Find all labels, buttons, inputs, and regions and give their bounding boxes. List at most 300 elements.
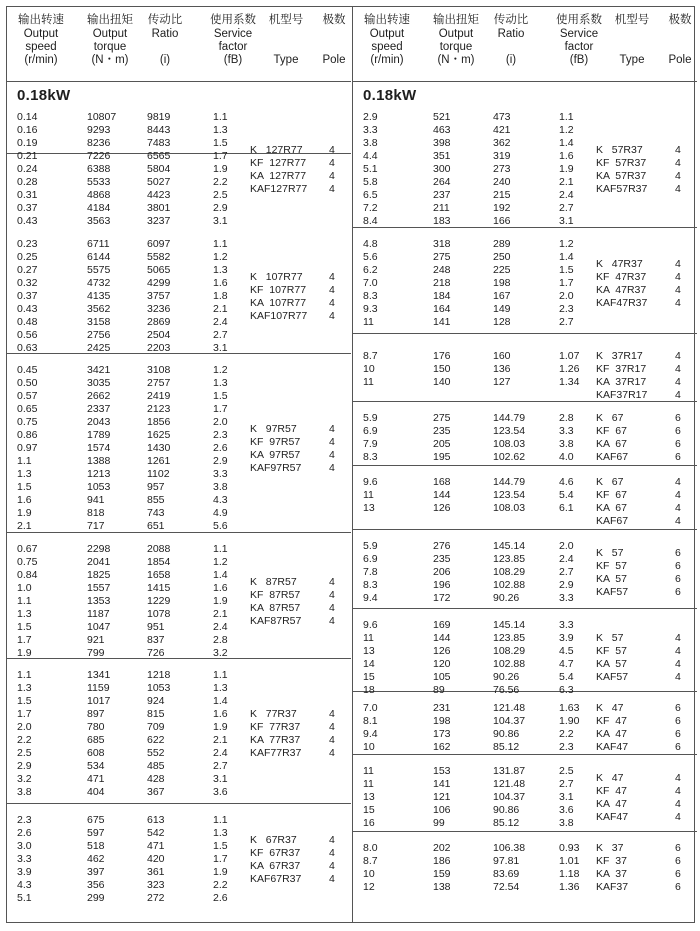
header-type-cn: 机型号 bbox=[268, 14, 304, 26]
cell-torque: 140 bbox=[433, 376, 451, 388]
cell-speed: 0.86 bbox=[17, 429, 38, 441]
model-line bbox=[353, 560, 697, 573]
cell-torque: 99 bbox=[433, 817, 445, 829]
model-pole: 6 bbox=[675, 728, 681, 740]
model-type: K 77R37 bbox=[250, 708, 297, 720]
model-pole: 4 bbox=[329, 846, 335, 859]
cell-torque: 1213 bbox=[87, 468, 111, 480]
model-pole: 4 bbox=[675, 797, 681, 810]
cell-torque: 1557 bbox=[87, 582, 111, 594]
cell-ratio: 815 bbox=[147, 708, 165, 720]
cell-torque: 186 bbox=[433, 855, 451, 867]
model-type: KA 77R37 bbox=[250, 734, 301, 746]
table-row bbox=[7, 760, 351, 773]
cell-torque: 8236 bbox=[87, 137, 111, 149]
cell-speed: 1.6 bbox=[17, 494, 32, 506]
cell-torque: 780 bbox=[87, 721, 105, 733]
cell-ratio: 855 bbox=[147, 494, 165, 506]
model-type: K 57R37 bbox=[596, 143, 643, 156]
model-line bbox=[7, 284, 351, 297]
table-row bbox=[7, 773, 351, 786]
cell-speed: 0.63 bbox=[17, 342, 38, 354]
header-ratio-en1: Ratio bbox=[151, 28, 179, 40]
table-row bbox=[7, 202, 351, 215]
model-line bbox=[7, 734, 351, 747]
model-pole: 4 bbox=[329, 747, 335, 759]
cell-factor: 1.8 bbox=[213, 290, 228, 302]
cell-torque: 153 bbox=[433, 765, 451, 777]
model-pole: 6 bbox=[675, 451, 681, 463]
table-row bbox=[7, 669, 351, 682]
model-line bbox=[7, 310, 351, 323]
cell-torque: 6711 bbox=[87, 238, 110, 250]
cell-torque: 198 bbox=[433, 715, 451, 727]
model-pole: 4 bbox=[675, 658, 681, 670]
table-row bbox=[353, 215, 697, 228]
cell-factor: 1.6 bbox=[213, 277, 228, 289]
model-type: KF 47 bbox=[596, 715, 627, 727]
model-pole: 4 bbox=[675, 182, 681, 195]
cell-torque: 3158 bbox=[87, 316, 111, 328]
cell-torque: 176 bbox=[433, 350, 451, 362]
cell-factor: 2.1 bbox=[213, 608, 228, 620]
model-type: KF 57R37 bbox=[596, 156, 647, 169]
cell-speed: 16 bbox=[363, 817, 375, 829]
model-line bbox=[353, 645, 697, 658]
cell-torque: 121 bbox=[433, 791, 451, 803]
model-pole: 4 bbox=[329, 708, 335, 720]
model-line bbox=[353, 728, 697, 741]
cell-factor: 1.1 bbox=[213, 814, 228, 826]
cell-speed: 5.9 bbox=[363, 540, 378, 552]
cell-factor: 1.01 bbox=[559, 855, 580, 867]
cell-speed: 1.1 bbox=[17, 669, 32, 681]
cell-speed: 8.3 bbox=[363, 579, 378, 591]
table-row bbox=[7, 814, 351, 827]
cell-factor: 2.1 bbox=[213, 303, 228, 315]
cell-factor: 2.5 bbox=[213, 189, 228, 201]
header-pole-spacer2 bbox=[640, 41, 700, 54]
cell-ratio: 121.48 bbox=[493, 702, 526, 714]
model-pole: 4 bbox=[675, 389, 681, 401]
cell-ratio: 104.37 bbox=[493, 715, 526, 727]
table-row bbox=[7, 329, 351, 342]
cell-speed: 0.43 bbox=[17, 303, 38, 315]
model-pole: 4 bbox=[675, 810, 681, 823]
cell-ratio: 102.88 bbox=[493, 658, 526, 670]
cell-factor: 5.6 bbox=[213, 520, 228, 532]
cell-speed: 18 bbox=[363, 684, 375, 696]
model-line bbox=[353, 157, 697, 170]
header-torque-en2: torque bbox=[439, 41, 473, 53]
model-type: K 47R37 bbox=[596, 257, 643, 270]
cell-factor: 2.8 bbox=[213, 634, 228, 646]
cell-speed: 5.1 bbox=[363, 163, 378, 175]
cell-factor: 1.6 bbox=[559, 150, 574, 162]
header-row bbox=[7, 7, 351, 82]
cell-speed: 0.24 bbox=[17, 163, 38, 175]
model-type: KF 57 bbox=[596, 559, 627, 572]
cell-factor: 3.3 bbox=[559, 592, 574, 604]
cell-torque: 1789 bbox=[87, 429, 111, 441]
model-pole: 6 bbox=[675, 438, 681, 450]
cell-speed: 0.14 bbox=[17, 111, 38, 123]
cell-torque: 4732 bbox=[87, 277, 111, 289]
cell-torque: 7226 bbox=[87, 150, 111, 162]
model-pole: 6 bbox=[675, 881, 681, 893]
model-type: KA 67R37 bbox=[250, 859, 301, 872]
cell-factor: 3.1 bbox=[559, 791, 574, 803]
model-line bbox=[353, 586, 697, 599]
model-type: KA 57 bbox=[596, 658, 627, 670]
cell-torque: 235 bbox=[433, 425, 451, 437]
cell-factor: 1.90 bbox=[559, 715, 580, 727]
cell-torque: 144 bbox=[433, 632, 451, 644]
performance-group bbox=[353, 81, 697, 228]
cell-speed: 13 bbox=[363, 645, 375, 657]
model-pole: 6 bbox=[675, 868, 681, 880]
model-line bbox=[7, 615, 351, 628]
cell-factor: 1.2 bbox=[559, 124, 574, 136]
model-line bbox=[7, 873, 351, 886]
model-type: KF 67 bbox=[596, 425, 627, 437]
cell-factor: 0.93 bbox=[559, 842, 580, 854]
table-row bbox=[7, 786, 351, 799]
cell-factor: 1.36 bbox=[559, 881, 580, 893]
model-pole: 4 bbox=[329, 283, 335, 296]
cell-torque: 2337 bbox=[87, 403, 111, 415]
model-line bbox=[7, 449, 351, 462]
performance-group bbox=[7, 533, 351, 659]
cell-speed: 9.6 bbox=[363, 476, 378, 488]
model-line bbox=[353, 658, 697, 671]
cell-factor: 3.1 bbox=[213, 215, 228, 227]
cell-factor: 2.8 bbox=[559, 412, 574, 424]
model-line bbox=[353, 715, 697, 728]
table-row bbox=[7, 892, 351, 905]
cell-speed: 9.3 bbox=[363, 303, 378, 315]
cell-torque: 275 bbox=[433, 412, 451, 424]
cell-torque: 172 bbox=[433, 592, 451, 604]
cell-speed: 0.56 bbox=[17, 329, 38, 341]
cell-factor: 2.7 bbox=[559, 778, 574, 790]
cell-ratio: 2419 bbox=[147, 390, 171, 402]
cell-factor: 2.7 bbox=[559, 202, 574, 214]
cell-torque: 9293 bbox=[87, 124, 111, 136]
cell-ratio: 108.03 bbox=[493, 502, 526, 514]
cell-factor: 2.3 bbox=[559, 741, 574, 753]
table-row bbox=[7, 377, 351, 390]
cell-torque: 144 bbox=[433, 489, 451, 501]
cell-ratio: 121.48 bbox=[493, 778, 526, 790]
cell-ratio: 8443 bbox=[147, 124, 171, 136]
cell-speed: 3.3 bbox=[363, 124, 378, 136]
cell-ratio: 2504 bbox=[147, 329, 171, 341]
model-type: K 127R77 bbox=[250, 143, 303, 156]
cell-torque: 218 bbox=[433, 277, 451, 289]
performance-group bbox=[353, 755, 697, 832]
header-factor-cn: 使用系数 bbox=[210, 14, 256, 26]
cell-factor: 2.4 bbox=[213, 621, 228, 633]
model-line bbox=[353, 183, 697, 196]
model-pole: 4 bbox=[675, 376, 681, 388]
cell-factor: 1.7 bbox=[213, 403, 228, 415]
cell-ratio: 3801 bbox=[147, 202, 171, 214]
cell-speed: 2.3 bbox=[17, 814, 32, 826]
cell-factor: 2.9 bbox=[559, 579, 574, 591]
model-line bbox=[353, 170, 697, 183]
cell-speed: 6.2 bbox=[363, 264, 378, 276]
model-pole: 4 bbox=[675, 784, 681, 797]
model-type: K 57 bbox=[596, 546, 624, 559]
cell-torque: 126 bbox=[433, 502, 451, 514]
cell-torque: 471 bbox=[87, 773, 105, 785]
header-ratio-unit: (i) bbox=[505, 54, 517, 66]
model-line bbox=[353, 881, 697, 894]
header-ratio-cn: 传动比 bbox=[493, 14, 529, 26]
cell-factor: 2.3 bbox=[213, 429, 228, 441]
cell-ratio: 4299 bbox=[147, 277, 171, 289]
model-pole: 6 bbox=[675, 842, 681, 854]
cell-speed: 0.16 bbox=[17, 124, 38, 136]
cell-factor: 6.3 bbox=[559, 684, 574, 696]
cell-factor: 1.9 bbox=[559, 163, 574, 175]
cell-factor: 2.4 bbox=[559, 189, 574, 201]
cell-ratio: 192 bbox=[493, 202, 511, 214]
cell-ratio: 951 bbox=[147, 621, 165, 633]
model-pole: 4 bbox=[675, 489, 681, 501]
cell-speed: 4.8 bbox=[363, 238, 378, 250]
performance-group bbox=[353, 530, 697, 609]
cell-ratio: 123.54 bbox=[493, 425, 526, 437]
model-type: KAF87R57 bbox=[250, 614, 302, 627]
model-type: K 47 bbox=[596, 702, 624, 714]
model-pole: 4 bbox=[329, 859, 335, 872]
cell-torque: 404 bbox=[87, 786, 105, 798]
cell-torque: 2298 bbox=[87, 543, 111, 555]
cell-torque: 6388 bbox=[87, 163, 111, 175]
table-row bbox=[353, 202, 697, 215]
model-line bbox=[353, 389, 697, 402]
cell-factor: 5.4 bbox=[559, 671, 574, 683]
model-line bbox=[7, 462, 351, 475]
header-speed-en2: speed bbox=[371, 41, 403, 53]
header-pole-cn: 极数 bbox=[668, 14, 692, 26]
model-pole: 4 bbox=[675, 143, 681, 156]
model-type: KAF47 bbox=[596, 741, 629, 753]
cell-ratio: 166 bbox=[493, 215, 511, 227]
model-type: K 37 bbox=[596, 842, 624, 854]
cell-ratio: 72.54 bbox=[493, 881, 520, 893]
cell-torque: 398 bbox=[433, 137, 451, 149]
model-pole: 4 bbox=[675, 270, 681, 283]
cell-factor: 3.6 bbox=[559, 804, 574, 816]
cell-speed: 11 bbox=[363, 489, 374, 501]
cell-ratio: 613 bbox=[147, 814, 165, 826]
cell-speed: 11 bbox=[363, 316, 374, 328]
header-torque-unit: (N・m) bbox=[91, 54, 129, 66]
cell-factor: 1.3 bbox=[213, 124, 228, 136]
cell-speed: 0.25 bbox=[17, 251, 38, 263]
table-row bbox=[7, 507, 351, 520]
model-pole: 6 bbox=[675, 546, 681, 559]
model-type: KAF127R77 bbox=[250, 182, 308, 195]
cell-ratio: 273 bbox=[493, 163, 511, 175]
cell-ratio: 622 bbox=[147, 734, 165, 746]
cell-speed: 0.21 bbox=[17, 150, 38, 162]
cell-torque: 1047 bbox=[87, 621, 111, 633]
model-line bbox=[353, 502, 697, 515]
table-row bbox=[7, 520, 351, 533]
cell-ratio: 145.14 bbox=[493, 619, 526, 631]
cell-ratio: 97.81 bbox=[493, 855, 520, 867]
cell-torque: 521 bbox=[433, 111, 451, 123]
header-torque-cn: 输出扭矩 bbox=[433, 14, 479, 26]
cell-factor: 2.0 bbox=[559, 540, 574, 552]
cell-speed: 8.4 bbox=[363, 215, 378, 227]
performance-group bbox=[353, 334, 697, 402]
cell-factor: 2.2 bbox=[213, 879, 228, 891]
cell-torque: 356 bbox=[87, 879, 105, 891]
cell-ratio: 2123 bbox=[147, 403, 171, 415]
cell-ratio: 2757 bbox=[147, 377, 171, 389]
model-type: K 67 bbox=[596, 476, 624, 488]
model-type: KF 127R77 bbox=[250, 156, 307, 169]
model-pole: 4 bbox=[329, 156, 335, 169]
cell-speed: 1.5 bbox=[17, 621, 32, 633]
model-pole: 4 bbox=[329, 601, 335, 614]
cell-torque: 3421 bbox=[87, 364, 111, 376]
cell-torque: 231 bbox=[433, 702, 451, 714]
header-speed bbox=[347, 14, 427, 67]
cell-torque: 3562 bbox=[87, 303, 111, 315]
cell-speed: 2.5 bbox=[17, 747, 32, 759]
header-speed-unit: (r/min) bbox=[24, 54, 58, 66]
model-line bbox=[353, 573, 697, 586]
model-type: KA 47 bbox=[596, 797, 627, 810]
cell-speed: 1.0 bbox=[17, 582, 32, 594]
cell-speed: 1.3 bbox=[17, 682, 32, 694]
model-line bbox=[7, 602, 351, 615]
cell-ratio: 709 bbox=[147, 721, 165, 733]
cell-torque: 120 bbox=[433, 658, 451, 670]
cell-factor: 1.34 bbox=[559, 376, 580, 388]
spec-table bbox=[6, 6, 695, 923]
table-row bbox=[353, 111, 697, 124]
model-type: KF 77R37 bbox=[250, 721, 301, 733]
cell-ratio: 272 bbox=[147, 892, 165, 904]
cell-ratio: 160 bbox=[493, 350, 511, 362]
cell-speed: 13 bbox=[363, 791, 375, 803]
cell-ratio: 542 bbox=[147, 827, 165, 839]
header-pole-en: Pole bbox=[668, 54, 692, 66]
cell-factor: 1.5 bbox=[213, 840, 228, 852]
cell-torque: 534 bbox=[87, 760, 105, 772]
model-line bbox=[353, 702, 697, 715]
cell-ratio: 108.29 bbox=[493, 566, 526, 578]
model-type: K 47 bbox=[596, 771, 624, 784]
cell-factor: 1.5 bbox=[213, 137, 228, 149]
cell-factor: 2.1 bbox=[213, 734, 228, 746]
cell-speed: 4.3 bbox=[17, 879, 32, 891]
cell-ratio: 106.38 bbox=[493, 842, 526, 854]
cell-speed: 15 bbox=[363, 671, 375, 683]
model-pole: 6 bbox=[675, 741, 681, 753]
cell-ratio: 1430 bbox=[147, 442, 171, 454]
model-line bbox=[353, 376, 697, 389]
table-row bbox=[7, 111, 351, 124]
table-row bbox=[7, 215, 351, 228]
cell-ratio: 136 bbox=[493, 363, 511, 375]
cell-factor: 2.6 bbox=[213, 892, 228, 904]
cell-factor: 2.5 bbox=[559, 765, 574, 777]
cell-ratio: 361 bbox=[147, 866, 165, 878]
cell-factor: 4.0 bbox=[559, 451, 574, 463]
model-line bbox=[7, 183, 351, 196]
performance-group bbox=[353, 832, 697, 924]
cell-speed: 10 bbox=[363, 868, 375, 880]
model-type: KF 47R37 bbox=[596, 270, 647, 283]
table-row bbox=[7, 494, 351, 507]
cell-ratio: 957 bbox=[147, 481, 165, 493]
cell-torque: 205 bbox=[433, 438, 451, 450]
cell-speed: 0.27 bbox=[17, 264, 38, 276]
cell-ratio: 552 bbox=[147, 747, 165, 759]
performance-group bbox=[7, 659, 351, 804]
cell-torque: 202 bbox=[433, 842, 451, 854]
model-line bbox=[7, 436, 351, 449]
model-type: KAF57R37 bbox=[596, 182, 648, 195]
model-pole: 4 bbox=[675, 257, 681, 270]
cell-factor: 3.1 bbox=[213, 342, 228, 354]
cell-ratio: 3757 bbox=[147, 290, 171, 302]
model-type: KAF67 bbox=[596, 451, 629, 463]
cell-ratio: 323 bbox=[147, 879, 165, 891]
cell-torque: 1187 bbox=[87, 608, 110, 620]
cell-factor: 1.3 bbox=[213, 827, 228, 839]
cell-speed: 2.9 bbox=[363, 111, 378, 123]
table-row bbox=[7, 251, 351, 264]
model-pole: 4 bbox=[329, 448, 335, 461]
cell-ratio: 3108 bbox=[147, 364, 171, 376]
model-type: KA 107R77 bbox=[250, 296, 307, 309]
model-type: K 57 bbox=[596, 632, 624, 644]
cell-factor: 2.1 bbox=[559, 176, 574, 188]
cell-speed: 8.7 bbox=[363, 855, 378, 867]
cell-ratio: 1102 bbox=[147, 468, 170, 480]
model-line bbox=[7, 834, 351, 847]
cell-factor: 1.1 bbox=[213, 238, 228, 250]
cell-torque: 211 bbox=[433, 202, 450, 214]
cell-torque: 675 bbox=[87, 814, 105, 826]
model-type: KF 37R17 bbox=[596, 363, 647, 375]
model-line bbox=[353, 785, 697, 798]
cell-factor: 2.7 bbox=[559, 316, 574, 328]
model-type: KA 97R57 bbox=[250, 448, 301, 461]
model-line bbox=[353, 476, 697, 489]
model-line bbox=[353, 284, 697, 297]
cell-torque: 195 bbox=[433, 451, 451, 463]
cell-factor: 1.1 bbox=[213, 543, 228, 555]
cell-factor: 2.7 bbox=[213, 760, 228, 772]
model-line bbox=[353, 144, 697, 157]
cell-speed: 10 bbox=[363, 741, 375, 753]
model-pole: 6 bbox=[675, 559, 681, 572]
cell-torque: 169 bbox=[433, 619, 451, 631]
cell-factor: 3.8 bbox=[213, 481, 228, 493]
cell-ratio: 90.26 bbox=[493, 592, 520, 604]
cell-torque: 126 bbox=[433, 645, 451, 657]
